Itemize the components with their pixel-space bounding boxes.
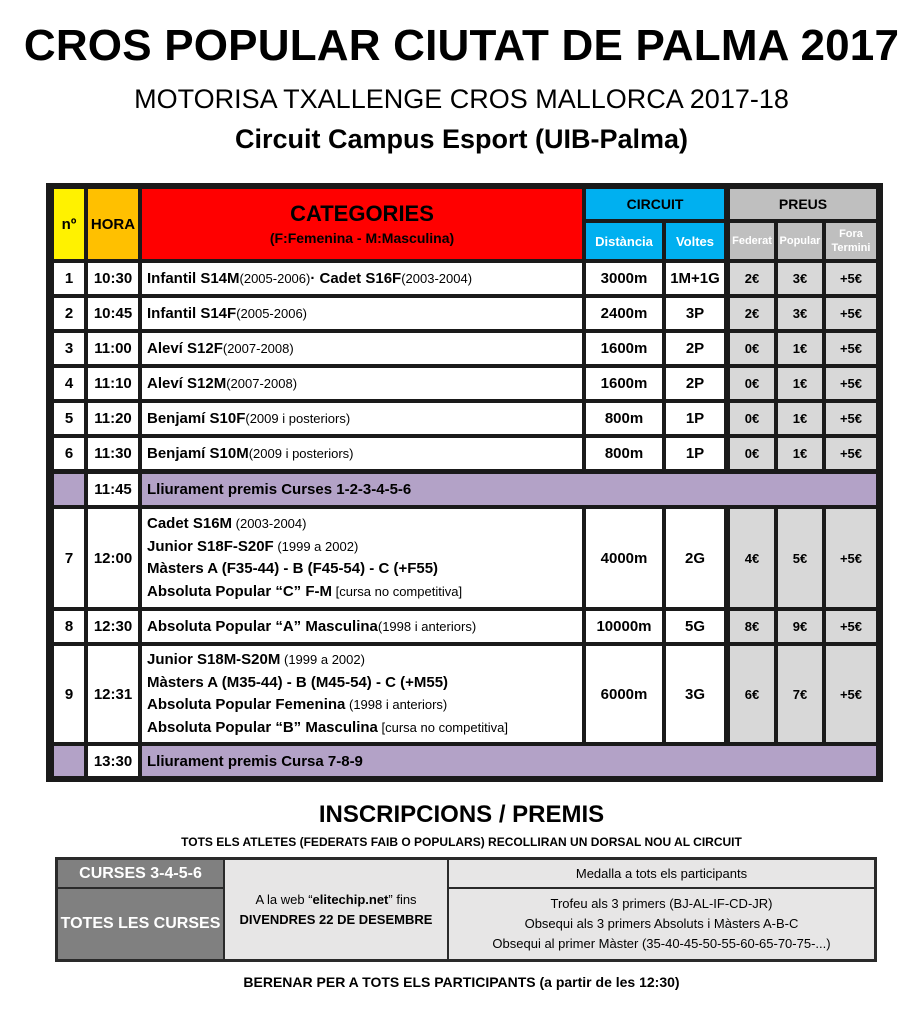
row-9-num: 9: [54, 646, 84, 742]
row-1-category: [142, 263, 582, 294]
row-4-cat-a-note: (2007-2008): [226, 376, 298, 391]
row-9-line-4: [147, 717, 508, 740]
row-8-hora: 12:30: [88, 611, 138, 642]
row-3-voltes: 2P: [666, 333, 724, 364]
row-8-popular: 9€: [778, 611, 822, 642]
row-9-l4-note: [cursa no competitiva]: [377, 719, 508, 735]
row-1-cat-a: Infantil S14M: [147, 270, 240, 287]
award-2-hora: 13:30: [88, 746, 138, 776]
row-7-line-2: [147, 536, 358, 559]
row-9-l3: Absoluta Popular Femenina: [147, 696, 346, 713]
row-5-cat-a: Benjamí S10F: [147, 410, 246, 427]
row-8-l1-note: (1998 i anteriors): [377, 619, 477, 634]
row-6-popular: 1€: [778, 438, 822, 469]
row-1-hora: 10:30: [88, 263, 138, 294]
row-6-cat-a-note: (2009 i posteriors): [248, 446, 354, 461]
row-7-num: 7: [54, 509, 84, 607]
web-pre: A la web “: [255, 891, 313, 907]
row-4-federat: 0€: [730, 368, 774, 399]
row-4-distancia: 1600m: [586, 368, 662, 399]
row-7-l4: Absoluta Popular “C” F-M: [147, 582, 332, 600]
row-3-hora: 11:00: [88, 333, 138, 364]
header-categories-note: (F:Femenina - M:Masculina): [269, 230, 455, 246]
row-8-category: [142, 611, 582, 642]
medalla-cell: Medalla a tots els participants: [449, 860, 874, 887]
header-fora-termini: Fora Termini: [826, 223, 876, 259]
row-7-line-4: [147, 581, 462, 604]
row-5-distancia: 800m: [586, 403, 662, 434]
totes-curses-label: TOTES LES CURSES: [58, 889, 223, 959]
row-9-line-3: [147, 694, 447, 717]
row-8-num: 8: [54, 611, 84, 642]
award-2-text: Lliurament premis Cursa 7-8-9: [142, 746, 876, 776]
row-9-federat: 6€: [730, 646, 774, 742]
row-4-cat-a: Aleví S12M: [147, 375, 227, 392]
row-4-popular: 1€: [778, 368, 822, 399]
premi-1: Trofeu als 3 primers (BJ-AL-IF-CD-JR): [550, 896, 773, 911]
row-6-num: 6: [54, 438, 84, 469]
row-8-distancia: 10000m: [586, 611, 662, 642]
row-9-l3-note: (1998 i anteriors): [345, 697, 448, 712]
row-2-cat-a-note: (2005-2006): [236, 306, 308, 321]
web-name: elitechip.net: [312, 891, 389, 907]
row-2-voltes: 3P: [666, 298, 724, 329]
row-3-cat-a-note: (2007-2008): [222, 341, 294, 356]
curses-3456-label: CURSES 3-4-5-6: [58, 860, 223, 887]
web-post: ” fins: [388, 891, 417, 907]
row-5-voltes: 1P: [666, 403, 724, 434]
row-7-category: [142, 509, 582, 607]
row-4-fora: +5€: [826, 368, 876, 399]
row-9-hora: 12:31: [88, 646, 138, 742]
inscripcions-title: INSCRIPCIONS / PREMIS: [318, 801, 605, 828]
header-circuit: CIRCUIT: [586, 189, 724, 219]
row-4-num: 4: [54, 368, 84, 399]
header-num: nº: [54, 189, 84, 259]
row-9-l1: Junior S18M-S20M: [147, 651, 281, 668]
row-1-cat-b: · Cadet S16F: [310, 270, 402, 287]
inscription-web-line: [255, 890, 416, 910]
row-3-num: 3: [54, 333, 84, 364]
header-federat: Federat: [730, 223, 774, 259]
row-5-num: 5: [54, 403, 84, 434]
inscripcions-table: [55, 857, 877, 962]
award-1-text: Lliurament premis Curses 1-2-3-4-5-6: [142, 474, 876, 505]
row-1-num: 1: [54, 263, 84, 294]
page-title: CROS POPULAR CIUTAT DE PALMA 2017: [23, 21, 900, 70]
venue-title: Circuit Campus Esport (UIB-Palma): [234, 124, 689, 154]
row-3-distancia: 1600m: [586, 333, 662, 364]
page-subtitle: MOTORISA TXALLENGE CROS MALLORCA 2017-18: [134, 84, 789, 114]
row-7-l1-note: (2003-2004): [232, 516, 307, 531]
row-7-fora: +5€: [826, 509, 876, 607]
award-1-num: [54, 474, 84, 505]
row-7-line-3: [147, 558, 438, 581]
inscription-web-cell: [225, 860, 447, 959]
row-3-cat-a: Aleví S12F: [147, 340, 223, 357]
row-9-voltes: 3G: [666, 646, 724, 742]
award-1-hora: 11:45: [88, 474, 138, 505]
row-9-l4: Absoluta Popular “B” Masculina: [147, 718, 378, 736]
row-8-voltes: 5G: [666, 611, 724, 642]
row-8-l1: Absoluta Popular “A” Masculina: [147, 618, 378, 635]
row-6-distancia: 800m: [586, 438, 662, 469]
row-7-l4-note: [cursa no competitiva]: [332, 583, 463, 599]
row-2-fora: +5€: [826, 298, 876, 329]
row-1-federat: 2€: [730, 263, 774, 294]
row-9-category: [142, 646, 582, 742]
row-5-hora: 11:20: [88, 403, 138, 434]
row-7-distancia: 4000m: [586, 509, 662, 607]
row-9-l2: Màsters A (M35-44) - B (M45-54) - C (+M55): [147, 673, 449, 691]
row-1-distancia: 3000m: [586, 263, 662, 294]
row-3-category: [142, 333, 582, 364]
header-popular: Popular: [778, 223, 822, 259]
row-7-voltes: 2G: [666, 509, 724, 607]
row-1-cat-a-note: (2005-2006): [239, 271, 311, 286]
header-categories-label: CATEGORIES: [290, 201, 434, 226]
row-2-hora: 10:45: [88, 298, 138, 329]
row-6-fora: +5€: [826, 438, 876, 469]
row-9-distancia: 6000m: [586, 646, 662, 742]
row-6-hora: 11:30: [88, 438, 138, 469]
row-9-line-2: [147, 672, 448, 695]
row-7-line-1: [147, 513, 306, 536]
row-5-cat-a-note: (2009 i posteriors): [245, 411, 351, 426]
row-2-category: [142, 298, 582, 329]
row-5-federat: 0€: [730, 403, 774, 434]
premi-2: Obsequi als 3 primers Absoluts i Màsters A-B-C: [524, 916, 799, 931]
row-7-l1: Cadet S16M: [147, 515, 233, 532]
row-9-popular: 7€: [778, 646, 822, 742]
row-6-voltes: 1P: [666, 438, 724, 469]
schedule-table: [46, 183, 883, 782]
header-preus: PREUS: [730, 189, 876, 219]
premis-cell: [449, 889, 874, 959]
row-6-category: [142, 438, 582, 469]
row-5-category: [142, 403, 582, 434]
footer-note: BERENAR PER A TOTS ELS PARTICIPANTS (a partir de les 12:30): [243, 974, 680, 990]
row-8-fora: +5€: [826, 611, 876, 642]
row-7-l2: Junior S18F-S20F: [147, 537, 274, 555]
row-9-l1-note: (1999 a 2002): [280, 652, 365, 667]
row-2-distancia: 2400m: [586, 298, 662, 329]
row-6-federat: 0€: [730, 438, 774, 469]
row-3-federat: 0€: [730, 333, 774, 364]
row-6-cat-a: Benjamí S10M: [147, 445, 249, 462]
row-7-l2-note: (1999 a 2002): [273, 538, 359, 554]
award-2-num: [54, 746, 84, 776]
header-distancia: Distància: [586, 223, 662, 259]
row-1-popular: 3€: [778, 263, 822, 294]
row-4-category: [142, 368, 582, 399]
header-voltes: Voltes: [666, 223, 724, 259]
row-2-num: 2: [54, 298, 84, 329]
inscripcions-subtitle: TOTS ELS ATLETES (FEDERATS FAIB O POPULARS) RECOLLIRAN UN DORSAL NOU AL CIRCUIT: [181, 835, 742, 849]
premi-3: Obsequi al primer Màster (35-40-45-50-55-60-65-70-75-...): [492, 936, 831, 951]
row-9-line-1: [147, 649, 365, 672]
row-4-voltes: 2P: [666, 368, 724, 399]
row-1-voltes: 1M+1G: [666, 263, 724, 294]
row-9-fora: +5€: [826, 646, 876, 742]
row-7-hora: 12:00: [88, 509, 138, 607]
row-7-popular: 5€: [778, 509, 822, 607]
inscription-deadline: DIVENDRES 22 DE DESEMBRE: [239, 911, 433, 927]
row-5-fora: +5€: [826, 403, 876, 434]
row-4-hora: 11:10: [88, 368, 138, 399]
row-3-popular: 1€: [778, 333, 822, 364]
row-1-fora: +5€: [826, 263, 876, 294]
row-7-l3: Màsters A (F35-44) - B (F45-54) - C (+F55): [147, 560, 439, 577]
header-hora: HORA: [88, 189, 138, 259]
row-2-popular: 3€: [778, 298, 822, 329]
row-2-cat-a: Infantil S14F: [147, 305, 237, 322]
header-categories: [142, 189, 582, 259]
row-7-federat: 4€: [730, 509, 774, 607]
row-8-federat: 8€: [730, 611, 774, 642]
row-3-fora: +5€: [826, 333, 876, 364]
row-1-cat-b-note: (2003-2004): [401, 271, 473, 286]
row-5-popular: 1€: [778, 403, 822, 434]
row-2-federat: 2€: [730, 298, 774, 329]
